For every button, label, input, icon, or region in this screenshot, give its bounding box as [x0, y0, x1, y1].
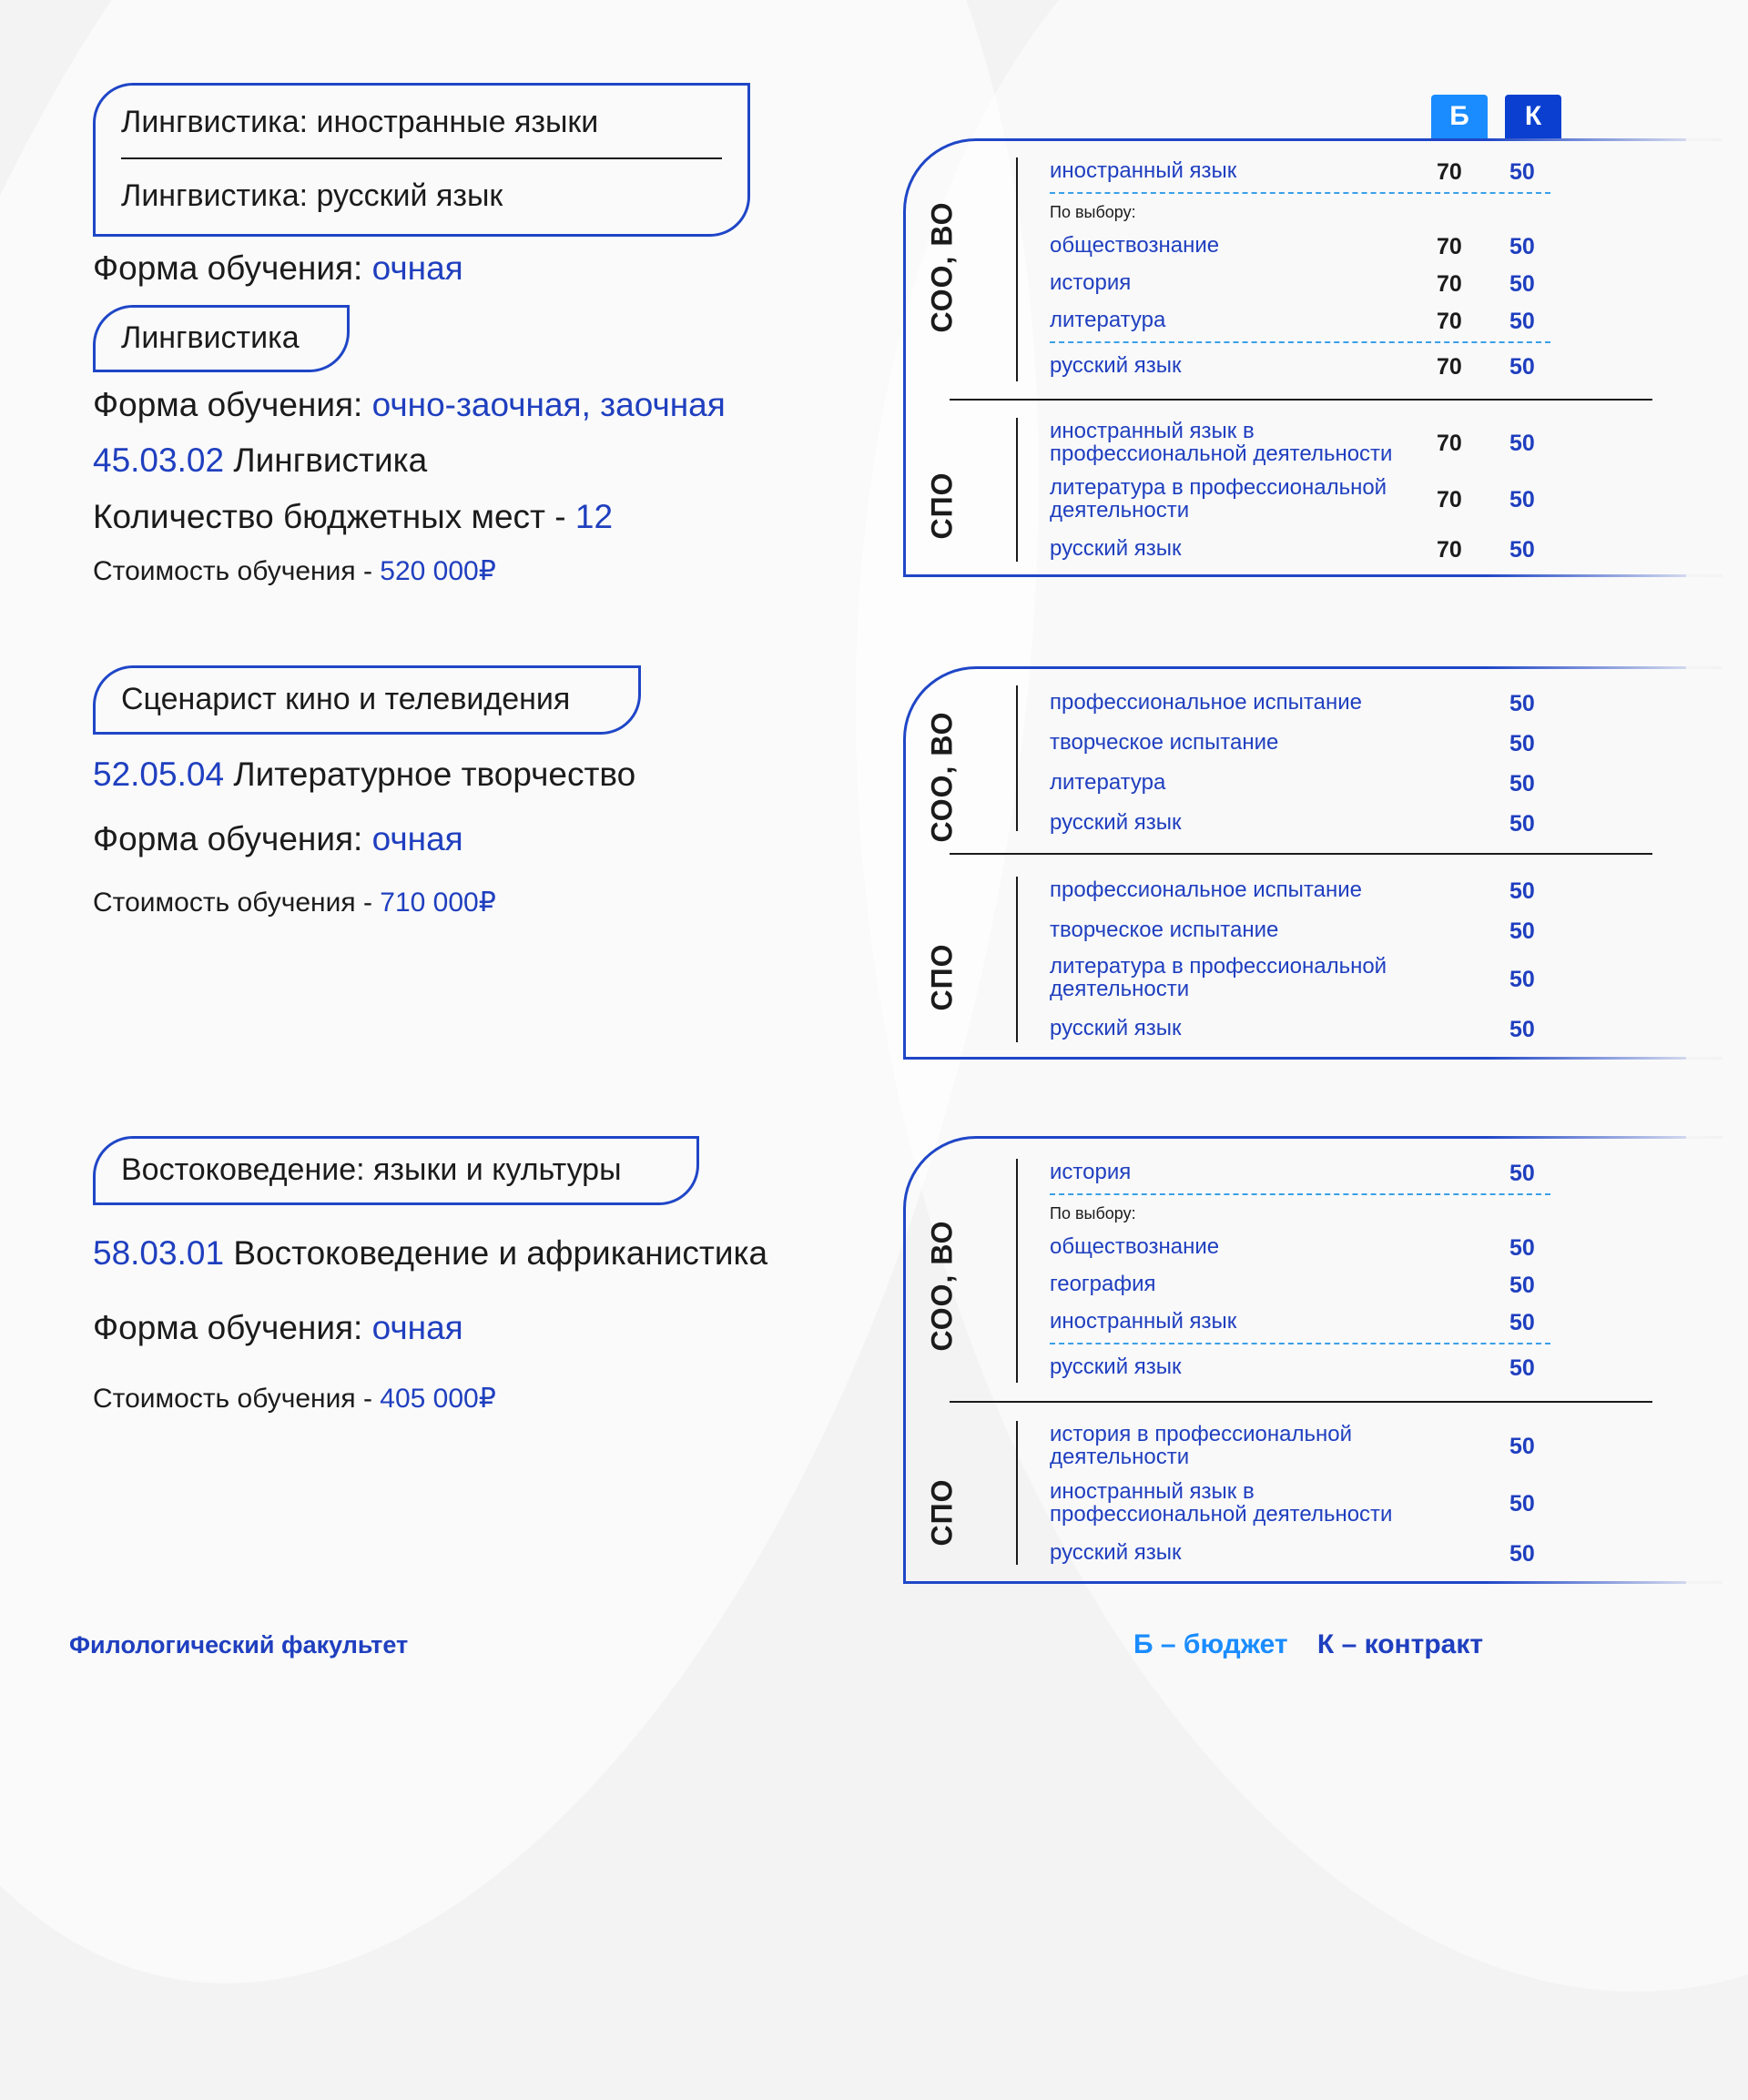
subject-name: иностранный язык — [1050, 1309, 1237, 1334]
card-edge-fade — [1486, 574, 1723, 577]
choice-label: По выбору: — [1050, 1204, 1136, 1222]
cost-label: Стоимость обучения - — [93, 888, 372, 918]
contract-score: 50 — [1509, 1235, 1535, 1261]
card-edge-fade — [1486, 1581, 1723, 1584]
program-code: 45.03.02 — [93, 441, 225, 479]
contract-score: 50 — [1509, 1355, 1535, 1381]
contract-score: 50 — [1509, 1310, 1535, 1335]
subject-name: русский язык — [1050, 1016, 1182, 1040]
legend — [1133, 1629, 1483, 1660]
cost-value: 405 000₽ — [380, 1384, 496, 1414]
group-label-soo-vo: СОО, ВО — [925, 711, 959, 843]
budget-score: 70 — [1437, 271, 1462, 297]
contract-score: 50 — [1509, 878, 1535, 904]
budget-score: 70 — [1437, 487, 1462, 512]
group-label-spo: СПО — [925, 943, 959, 1011]
subject-name: литература — [1050, 770, 1166, 795]
subject-name — [1050, 1423, 1352, 1468]
group-separator — [950, 853, 1652, 855]
subject-line: литература в профессиональной — [1050, 954, 1387, 979]
program-code: 52.05.04 — [93, 756, 225, 793]
contract-score: 50 — [1509, 1017, 1535, 1042]
cost-value: 710 000₽ — [380, 888, 496, 918]
contract-score: 50 — [1509, 487, 1535, 512]
cost-line — [93, 887, 496, 918]
group-rule — [1016, 157, 1018, 381]
contract-score: 50 — [1509, 731, 1535, 756]
contract-score: 50 — [1509, 234, 1535, 259]
subject-name: география — [1050, 1272, 1156, 1296]
contract-score: 50 — [1509, 354, 1535, 380]
subject-name — [1050, 1480, 1392, 1526]
cost-label: Стоимость обучения - — [93, 556, 372, 586]
subject-line: деятельности — [1050, 977, 1190, 1001]
group-separator — [950, 399, 1652, 401]
budget-score: 70 — [1437, 309, 1462, 334]
subject-name: обществознание — [1050, 1234, 1220, 1259]
contract-score: 50 — [1509, 1273, 1535, 1298]
exam-table-linguistics — [903, 138, 1686, 577]
subject-name: история — [1050, 1160, 1132, 1184]
subject-line: литература в профессиональной — [1050, 475, 1387, 500]
budget-score: 70 — [1437, 159, 1462, 185]
dashed-separator — [1050, 192, 1550, 194]
subject-line: деятельности — [1050, 1445, 1190, 1469]
contract-score: 50 — [1509, 1434, 1535, 1459]
budget-places-label: Количество бюджетных мест - — [93, 498, 566, 535]
subject-name: литература — [1050, 308, 1166, 332]
program-code: 58.03.01 — [93, 1234, 225, 1272]
contract-score: 50 — [1509, 691, 1535, 716]
legend-budget: Б – бюджет — [1133, 1629, 1288, 1659]
study-form-value: очная — [371, 820, 463, 857]
pill-title: Сценарист кино и телевидения — [121, 682, 571, 716]
subject-name: творческое испытание — [1050, 730, 1279, 755]
cost-line — [93, 555, 496, 587]
subject-line: профессиональной деятельности — [1050, 1502, 1393, 1527]
study-form-label: Форма обучения: — [93, 249, 363, 287]
subject-line: профессиональной деятельности — [1050, 441, 1393, 466]
study-form-line — [93, 820, 463, 858]
program-code-line — [93, 756, 635, 794]
contract-score: 50 — [1509, 918, 1535, 944]
budget-score: 70 — [1437, 431, 1462, 456]
pill-title: Лингвистика — [121, 320, 300, 355]
pill-line-russian-language: Лингвистика: русский язык — [121, 178, 503, 213]
group-rule — [1016, 1159, 1018, 1383]
card-edge-fade — [1486, 1057, 1723, 1060]
legend-contract: К – контракт — [1316, 1629, 1484, 1659]
study-form-value: очная — [371, 249, 463, 287]
subject-name — [1050, 476, 1387, 522]
study-form-label: Форма обучения: — [93, 1309, 363, 1346]
contract-score: 50 — [1509, 431, 1535, 456]
pill-divider — [121, 157, 722, 159]
group-label-spo: СПО — [925, 472, 959, 540]
contract-score: 50 — [1509, 967, 1535, 992]
study-form-value: очная — [371, 1309, 463, 1346]
study-form-line — [93, 1309, 463, 1347]
group-rule — [1016, 418, 1018, 562]
subject-line: деятельности — [1050, 498, 1190, 522]
study-form-value: очно-заочная, заочная — [371, 386, 726, 423]
subject-name: иностранный язык — [1050, 158, 1237, 183]
subject-line: иностранный язык в — [1050, 419, 1255, 443]
exam-table-oriental — [903, 1136, 1686, 1584]
contract-score: 50 — [1509, 271, 1535, 297]
group-rule — [1016, 1421, 1018, 1565]
pill-title: Востоковедение: языки и культуры — [121, 1152, 622, 1187]
card-edge-fade — [1486, 138, 1723, 141]
contract-score: 50 — [1509, 159, 1535, 185]
subject-name: русский язык — [1050, 1354, 1182, 1379]
group-label-soo-vo: СОО, ВО — [925, 201, 959, 333]
subject-name: русский язык — [1050, 810, 1182, 835]
dashed-separator — [1050, 1193, 1550, 1195]
subject-name: русский язык — [1050, 536, 1182, 561]
program-name: Востоковедение и африканистика — [233, 1234, 768, 1272]
contract-score: 50 — [1509, 309, 1535, 334]
program-name: Литературное творчество — [233, 756, 636, 793]
program-name: Лингвистика — [233, 441, 428, 479]
program-code-line — [93, 441, 427, 480]
subject-name — [1050, 955, 1387, 1000]
contract-score: 50 — [1509, 1491, 1535, 1517]
budget-places-line — [93, 498, 613, 536]
group-separator — [950, 1401, 1652, 1403]
dashed-separator — [1050, 1343, 1550, 1344]
program-code-line — [93, 1234, 767, 1273]
card-edge-fade — [1486, 1136, 1723, 1139]
subject-name: история — [1050, 270, 1132, 295]
contract-score: 50 — [1509, 771, 1535, 796]
cost-label: Стоимость обучения - — [93, 1384, 372, 1414]
budget-places-value: 12 — [574, 498, 614, 535]
subject-name: русский язык — [1050, 1540, 1182, 1565]
group-rule — [1016, 877, 1018, 1042]
subject-line: история в профессиональной — [1050, 1422, 1352, 1446]
faculty-name: Филологический факультет — [69, 1631, 409, 1659]
budget-score: 70 — [1437, 354, 1462, 380]
study-form-label: Форма обучения: — [93, 820, 363, 857]
study-form-1 — [93, 249, 463, 288]
cost-line — [93, 1383, 496, 1415]
subject-name: обществознание — [1050, 233, 1220, 258]
contract-score: 50 — [1509, 1541, 1535, 1567]
subject-name: творческое испытание — [1050, 918, 1279, 942]
cost-value: 520 000₽ — [380, 556, 496, 586]
subject-line: иностранный язык в — [1050, 1479, 1255, 1504]
exam-table-screenwriter — [903, 666, 1686, 1060]
subject-name: профессиональное испытание — [1050, 878, 1362, 902]
study-form-label: Форма обучения: — [93, 386, 363, 423]
pill-line-foreign-languages: Лингвистика: иностранные языки — [121, 105, 599, 139]
contract-score: 50 — [1509, 811, 1535, 837]
subject-name — [1050, 420, 1392, 465]
subject-name: профессиональное испытание — [1050, 690, 1362, 715]
contract-score: 50 — [1509, 537, 1535, 563]
group-label-soo-vo: СОО, ВО — [925, 1220, 959, 1352]
budget-score: 70 — [1437, 537, 1462, 563]
subject-name: русский язык — [1050, 353, 1182, 378]
card-edge-fade — [1486, 666, 1723, 669]
group-rule — [1016, 685, 1018, 831]
choice-label: По выбору: — [1050, 203, 1136, 221]
study-form-2 — [93, 386, 726, 424]
budget-tag: Б — [1431, 95, 1488, 138]
budget-score: 70 — [1437, 234, 1462, 259]
group-label-spo: СПО — [925, 1478, 959, 1547]
contract-tag: К — [1505, 95, 1561, 138]
contract-score: 50 — [1509, 1161, 1535, 1186]
dashed-separator — [1050, 341, 1550, 343]
